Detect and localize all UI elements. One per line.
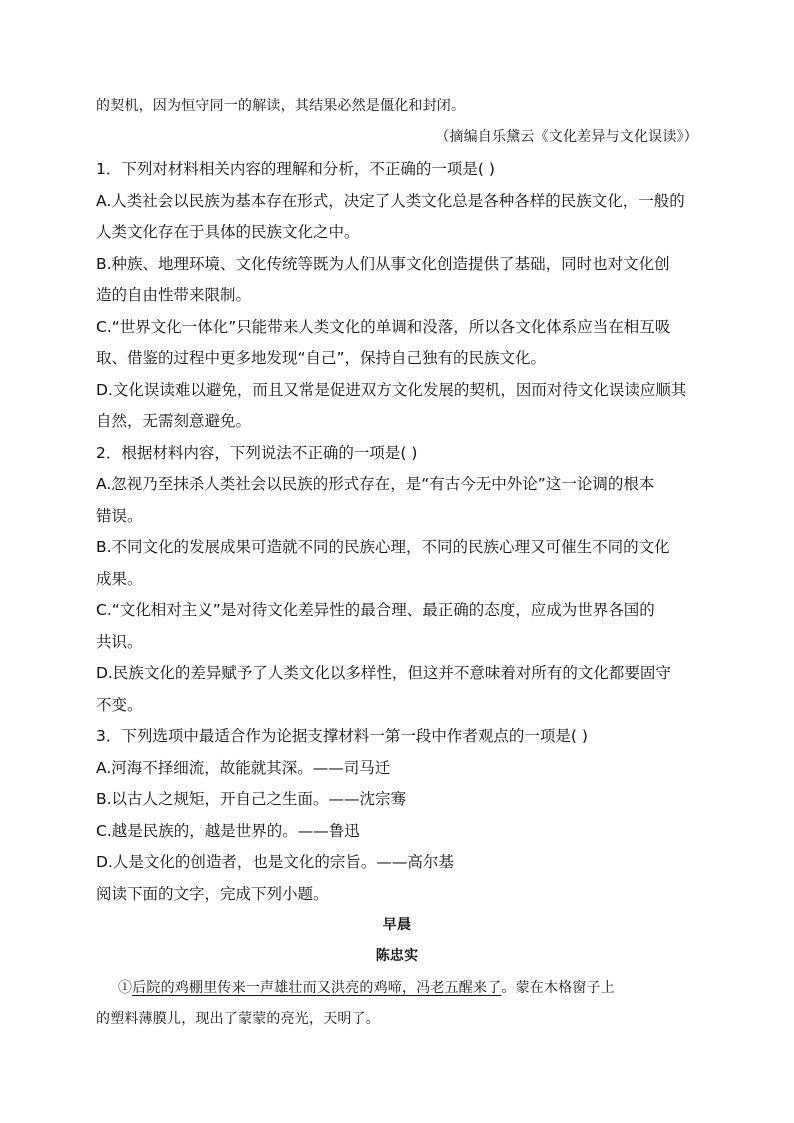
reading-instruction: 阅读下面的文字，完成下列小题。 <box>96 885 329 903</box>
underlined-sentence: 后院的鸡棚里传来一声雄壮而又洪亮的鸡啼，冯老五醒来了 <box>132 980 502 996</box>
story-author: 陈忠实 <box>375 948 419 964</box>
question-2-option-b-line1: B.不同文化的发展成果可造就不同的民族心理，不同的民族心理又可催生不同的文化 <box>96 538 670 556</box>
question-1-option-b-line2: 造的自由性带来限制。 <box>96 286 252 304</box>
question-2-option-c-line2: 共识。 <box>96 633 143 651</box>
question-3-option-d: D.人是文化的创造者，也是文化的宗旨。——高尔基 <box>96 853 454 871</box>
question-1-option-d-line2: 自然，无需刻意避免。 <box>96 412 252 430</box>
question-3-stem: 3．下列选项中最适合作为论据支撑材料一第一段中作者观点的一项是( ) <box>96 727 588 745</box>
question-3-option-c: C.越是民族的，越是世界的。——鲁迅 <box>96 822 360 840</box>
story-paragraph-1-line2: 的塑料薄膜儿，现出了蒙蒙的亮光，天明了。 <box>96 1011 380 1027</box>
question-1-option-a-line2: 人类文化存在于具体的民族文化之中。 <box>96 223 360 241</box>
question-1-stem: 1．下列对材料相关内容的理解和分析，不正确的一项是( ) <box>96 160 495 178</box>
question-1-option-c-line1: C.“世界文化一体化”只能带来人类文化的单调和没落，所以各文化体系应当在相互吸 <box>96 318 671 336</box>
passage-source: （摘编自乐黛云《文化差异与文化误读》） <box>435 129 698 145</box>
question-3-option-b: B.以古人之规矩，开自己之生面。——沈宗骞 <box>96 790 407 808</box>
question-2-option-d-line2: 不变。 <box>96 696 143 714</box>
passage-end-line: 的契机，因为恒守同一的解读，其结果必然是僵化和封闭。 <box>96 98 466 114</box>
question-2-option-c-line1: C.“文化相对主义”是对待文化差异性的最合理、最正确的态度，应成为世界各国的 <box>96 601 655 619</box>
paragraph-number-marker: ① <box>118 980 133 996</box>
paragraph-1-continuation: 。蒙在木格窗子上 <box>501 980 616 996</box>
story-paragraph-1-line1 <box>118 978 615 998</box>
question-3-option-a: A.河海不择细流，故能就其深。——司马迁 <box>96 759 391 777</box>
question-1-option-a-line1: A.人类社会以民族为基本存在形式，决定了人类文化总是各种各样的民族文化，一般的 <box>96 192 685 210</box>
question-2-stem: 2．根据材料内容，下列说法不正确的一项是( ) <box>96 444 418 462</box>
story-title: 早晨 <box>382 917 412 933</box>
question-2-option-a-line1: A.忽视乃至抹杀人类社会以民族的形式存在，是“有古今无中外论”这一论调的根本 <box>96 475 655 493</box>
question-2-option-b-line2: 成果。 <box>96 570 143 588</box>
question-1-option-d-line1: D.文化误读难以避免，而且又常是促进双方文化发展的契机，因而对待文化误读应顺其 <box>96 381 687 399</box>
question-1-option-b-line1: B.种族、地理环境、文化传统等既为人们从事文化创造提供了基础，同时也对文化创 <box>96 255 670 273</box>
question-2-option-d-line1: D.民族文化的差异赋予了人类文化以多样性，但这并不意味着对所有的文化都要固守 <box>96 664 671 682</box>
question-2-option-a-line2: 错误。 <box>96 507 143 525</box>
question-1-option-c-line2: 取、借鉴的过程中更多地发现“自己”，保持自己独有的民族文化。 <box>96 349 547 367</box>
